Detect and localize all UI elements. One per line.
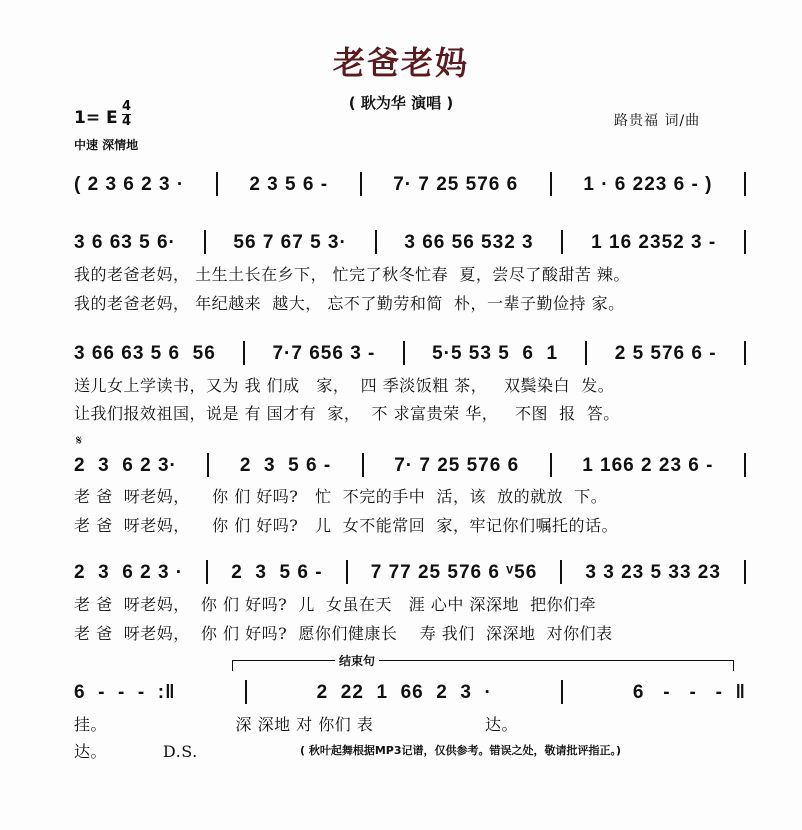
barline bbox=[245, 680, 247, 704]
barline bbox=[561, 680, 563, 704]
lyrics-line: 我的老爸老妈， 年纪越来 越大， 忘不了勤劳和简 朴，一辈子勤俭持 家。 bbox=[74, 294, 625, 313]
measure: 1 166 2 23 6 - bbox=[582, 455, 714, 476]
ending-label: 结束句 bbox=[335, 652, 379, 669]
footnote: ( 秋叶起舞根据MP3记谱，仅供参考。错误之处，敬请批评指正。) bbox=[300, 744, 622, 757]
notation-row bbox=[74, 230, 746, 254]
measure: 2 3 6 2 3 · bbox=[74, 562, 184, 583]
barline bbox=[206, 560, 208, 584]
barline bbox=[561, 230, 563, 254]
measure: 5·5 53 5 6 1 bbox=[432, 343, 559, 364]
measure: 2 3 5 6 - bbox=[239, 455, 332, 476]
barline bbox=[362, 453, 364, 477]
barline bbox=[744, 453, 746, 477]
lyrics-line: 送儿女上学读书，又为 我 们成 家， 四 季淡饭粗 茶， 双鬓染白 发。 bbox=[74, 376, 615, 395]
time-sig-bottom: 4 bbox=[122, 114, 132, 129]
barline bbox=[585, 341, 587, 365]
barline bbox=[744, 341, 746, 365]
tempo-marking: 中速 深情地 bbox=[74, 138, 139, 152]
segno-icon: 𝄋 bbox=[76, 433, 83, 449]
measure: 1 · 6 223 6 - ) bbox=[583, 174, 713, 195]
barline bbox=[216, 172, 218, 196]
measure: 3 66 63 5 6 56 bbox=[74, 343, 216, 364]
measure: 2 3 6 2 3· bbox=[74, 455, 177, 476]
barline bbox=[403, 341, 405, 365]
measure: 7· 7 25 576 6 bbox=[393, 174, 519, 195]
measure: 3 66 56 532 3 bbox=[404, 232, 534, 253]
lyrics-line: 老 爸 呀老妈， 你 们 好吗? 儿 女不能常回 家，牢记你们嘱托的话。 bbox=[74, 516, 618, 535]
barline bbox=[375, 230, 377, 254]
measure: 2 22 1 66 2 3 · bbox=[316, 682, 492, 703]
measure: 7·7 656 3 - bbox=[272, 343, 376, 364]
lyrics-line: 老 爸 呀老妈， 你 们 好吗? 忙 不完的手中 活，该 放的就放 下。 bbox=[74, 487, 608, 506]
notation-row bbox=[74, 172, 746, 196]
barline bbox=[550, 172, 552, 196]
barline bbox=[550, 453, 552, 477]
ending-bracket bbox=[232, 660, 734, 671]
barline bbox=[204, 230, 206, 254]
measure: 7· 7 25 576 6 bbox=[394, 455, 520, 476]
notation-row bbox=[74, 453, 746, 477]
measure: 3 6 63 5 6· bbox=[74, 232, 176, 253]
lyrics-line: 让我们报效祖国，说是 有 国才有 家， 不 求富贵荣 华， 不图 报 答。 bbox=[74, 404, 620, 423]
singer-credit: ( 耿为华 演唱 ) bbox=[348, 94, 454, 112]
barline bbox=[744, 230, 746, 254]
time-signature bbox=[122, 100, 131, 129]
lyrics-line: 老 爸 呀老妈， 你 们 好吗? 儿 女虽在天 涯 心中 深深地 把你们牵 bbox=[74, 595, 597, 614]
measure: 6 - - - :‖ bbox=[74, 682, 176, 703]
measure: 1 16 2352 3 - bbox=[591, 232, 717, 253]
barline bbox=[360, 172, 362, 196]
barline bbox=[744, 172, 746, 196]
time-sig-top: 4 bbox=[122, 99, 132, 114]
lyrics-line: 达。 D.S. bbox=[74, 742, 198, 761]
barline bbox=[207, 453, 209, 477]
measure: 2 3 5 6 - bbox=[249, 174, 329, 195]
measure: 7 77 25 576 6 ᵛ56 bbox=[370, 562, 538, 583]
measure: 3 3 23 5 33 23 bbox=[585, 562, 721, 583]
notation-row bbox=[74, 680, 746, 704]
lyrics-line: 挂。 深 深地 对 你们 表 达。 bbox=[74, 715, 519, 734]
barline bbox=[744, 560, 746, 584]
measure: 56 7 67 5 3· bbox=[233, 232, 347, 253]
notation-row bbox=[74, 341, 746, 365]
measure: 6 - - - ‖ bbox=[632, 682, 746, 703]
measure: 2 5 576 6 - bbox=[614, 343, 717, 364]
composer-credit: 路贵福 词/曲 bbox=[614, 113, 701, 129]
measure: 2 3 5 6 - bbox=[231, 562, 323, 583]
song-title: 老爸老妈 bbox=[332, 44, 469, 82]
barline bbox=[560, 560, 562, 584]
lyrics-line: 老 爸 呀老妈， 你 们 好吗? 愿你们健康长 寿 我们 深深地 对你们表 bbox=[74, 624, 613, 643]
key-signature: 1= E bbox=[74, 108, 118, 128]
barline bbox=[243, 341, 245, 365]
barline bbox=[346, 560, 348, 584]
measure: ( 2 3 6 2 3 · bbox=[74, 174, 185, 195]
lyrics-line: 我的老爸老妈， 土生土长在乡下， 忙完了秋冬忙春 夏，尝尽了酸甜苦 辣。 bbox=[74, 265, 630, 284]
notation-row bbox=[74, 560, 746, 584]
